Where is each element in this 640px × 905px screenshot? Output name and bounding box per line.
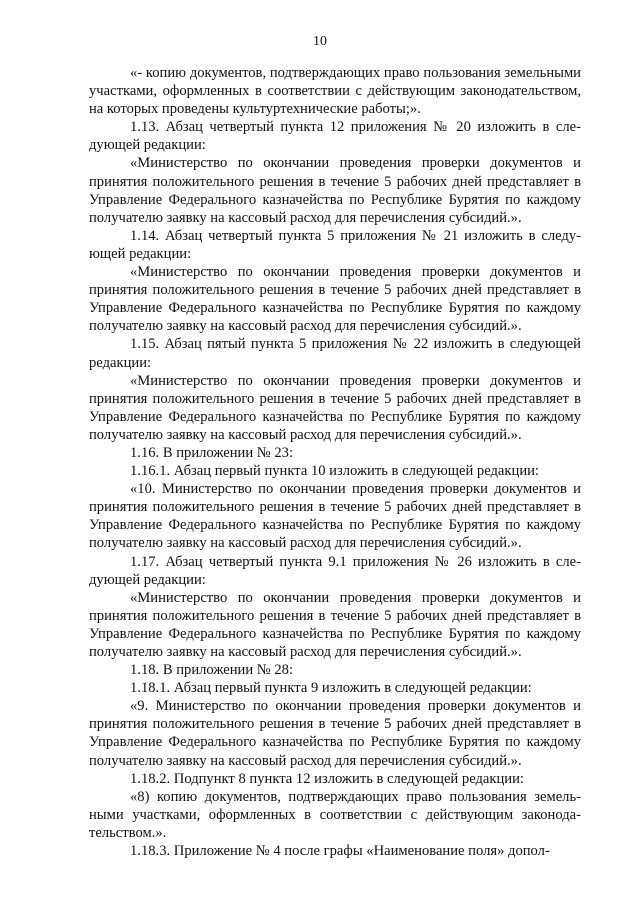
- page-number: 10: [313, 34, 327, 49]
- paragraph-1-14: 1.14. Абзац четвертый пункта 5 приложения № 21 изложить в следующей редакции:: [89, 227, 581, 262]
- paragraph-1-18-2: 1.18.2. Подпункт 8 пункта 12 изложить в следующей редакции:: [130, 770, 524, 787]
- paragraph-1-14-text: «Министерство по окончании проведения проверки документов и принятия положительного решения в течение 5 рабочих дней представляет в Управление Федерального казначейства по Республике Бурятия по каждому получателю заявку на кассовый расход для перечисления субсидий.».: [89, 264, 581, 335]
- paragraph-1-16-1-text: «10. Министерство по окончании проведения проверки документов и принятия положительного решения в течение 5 рабочих дней представляет в Управление Федерального казначейства по Республике Бурятия по каждому получателю заявку на кассовый расход для перечисления субсидий.».: [89, 481, 581, 552]
- paragraph-1-18-3: 1.18.3. Приложение № 4 после графы «Наименование поля» допол-: [130, 843, 550, 860]
- paragraph-1-18-2-text: «8) копию документов, подтверждающих право пользования земельными участками, оформленных в соответствии с действующим законодательством.».: [89, 788, 581, 841]
- paragraph-1: «- копию документов, подтверждающих право пользования земельными участками, оформленных в соответствии с действующим законодательством, на которых проведены культуртехнические работы;».: [89, 65, 581, 118]
- paragraph-1-16-1: 1.16.1. Абзац первый пункта 10 изложить в следующей редакции:: [130, 463, 539, 480]
- paragraph-1-13-text: «Министерство по окончании проведения проверки документов и принятия положительного решения в течение 5 рабочих дней представляет в Управление Федерального казначейства по Республике Бурятия по каждому получателю заявку на кассовый расход для перечисления субсидий.».: [89, 155, 581, 226]
- paragraph-1-16: 1.16. В приложении № 23:: [130, 444, 294, 461]
- paragraph-1-18: 1.18. В приложении № 28:: [130, 662, 294, 679]
- document-body: [89, 64, 581, 860]
- paragraph-1-17-text: «Министерство по окончании проведения проверки документов и принятия положительного решения в течение 5 рабочих дней представляет в Управление Федерального казначейства по Республике Бурятия по каждому получателю заявку на кассовый расход для перечисления субсидий.».: [89, 589, 581, 660]
- paragraph-1-18-1-text: «9. Министерство по окончании проведения проверки документов и принятия положительного решения в течение 5 рабочих дней представляет в Управление Федерального казначейства по Республике Бурятия по каждому получателю заявку на кассовый расход для перечисления субсидий.».: [89, 698, 581, 769]
- paragraph-1-15: 1.15. Абзац пятый пункта 5 приложения № 22 изложить в следующей редакции:: [89, 336, 581, 371]
- paragraph-1-17: 1.17. Абзац четвертый пункта 9.1 приложения № 26 изложить в следующей редакции:: [89, 553, 581, 588]
- paragraph-1-18-1: 1.18.1. Абзац первый пункта 9 изложить в следующей редакции:: [130, 680, 532, 697]
- paragraph-1-15-text: «Министерство по окончании проведения проверки документов и принятия положительного решения в течение 5 рабочих дней представляет в Управление Федерального казначейства по Республике Бурятия по каждому получателю заявку на кассовый расход для перечисления субсидий.».: [89, 372, 581, 443]
- paragraph-1-13: 1.13. Абзац четвертый пункта 12 приложения № 20 изложить в следующей редакции:: [89, 119, 581, 154]
